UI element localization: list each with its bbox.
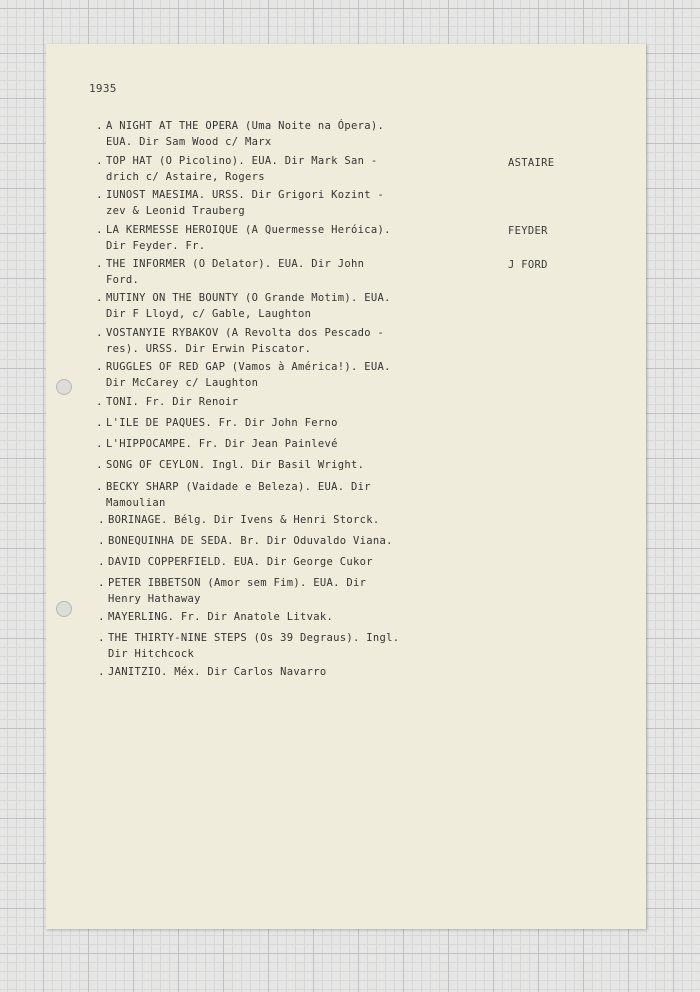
bullet: . (96, 257, 103, 270)
film-entry (98, 664, 448, 680)
entry-line-1: TOP HAT (O Picolino). EUA. Dir Mark San - (106, 155, 378, 167)
film-entry (96, 415, 446, 431)
film-entry (96, 222, 446, 254)
entry-line-1: THE INFORMER (O Delator). EUA. Dir John (106, 258, 365, 270)
bullet: . (96, 437, 103, 450)
entry-line-2: Dir F Lloyd, c/ Gable, Laughton (106, 308, 312, 320)
film-entry (96, 256, 446, 288)
film-entry (98, 533, 448, 549)
entry-line-1: PETER IBBETSON (Amor sem Fim). EUA. Dir (108, 577, 367, 589)
entry-line-2: Dir Hitchcock (108, 648, 195, 660)
bullet: . (98, 534, 105, 547)
bullet: . (96, 119, 103, 132)
entry-line-2: EUA. Dir Sam Wood c/ Marx (106, 136, 272, 148)
film-entry (96, 118, 446, 150)
bullet: . (98, 555, 105, 568)
bullet: . (96, 326, 103, 339)
film-entry (98, 630, 448, 662)
bullet: . (96, 395, 103, 408)
bullet: . (96, 416, 103, 429)
film-entry (98, 512, 448, 528)
entry-line-1: MUTINY ON THE BOUNTY (O Grande Motim). EUA. (106, 292, 391, 304)
punch-hole-bottom (56, 601, 72, 617)
entry-line-2: Dir Feyder. Fr. (106, 240, 206, 252)
film-entry (96, 436, 446, 452)
bullet: . (98, 665, 105, 678)
entry-line-2: res). URSS. Dir Erwin Piscator. (106, 343, 312, 355)
bullet: . (96, 223, 103, 236)
entry-line-1: BONEQUINHA DE SEDA. Br. Dir Oduvaldo Viana. (108, 535, 393, 547)
entry-line-2: drich c/ Astaire, Rogers (106, 171, 265, 183)
entry-line-2: Ford. (106, 274, 140, 286)
entry-line-1: LA KERMESSE HEROIQUE (A Quermesse Heróica). (106, 224, 391, 236)
entry-line-1: BORINAGE. Bélg. Dir Ivens & Henri Storck. (108, 514, 380, 526)
film-entry (96, 394, 446, 410)
entry-line-1: SONG OF CEYLON. Ingl. Dir Basil Wright. (106, 459, 365, 471)
bullet: . (96, 154, 103, 167)
entry-line-1: BECKY SHARP (Vaidade e Beleza). EUA. Dir (106, 481, 371, 493)
year-heading: 1935 (89, 82, 117, 95)
film-entry (98, 554, 448, 570)
entry-line-1: TONI. Fr. Dir Renoir (106, 396, 239, 408)
film-entry (98, 609, 448, 625)
entry-line-1: JANITZIO. Méx. Dir Carlos Navarro (108, 666, 327, 678)
punch-hole-top (56, 379, 72, 395)
entry-line-2: Mamoulian (106, 497, 166, 509)
bullet: . (96, 360, 103, 373)
film-entry (96, 457, 446, 473)
bullet: . (98, 513, 105, 526)
margin-note-ford: J FORD (508, 259, 548, 271)
bullet: . (98, 576, 105, 589)
margin-note-feyder: FEYDER (508, 225, 548, 237)
entry-line-1: DAVID COPPERFIELD. EUA. Dir George Cukor (108, 556, 373, 568)
entry-line-1: THE THIRTY-NINE STEPS (Os 39 Degraus). Ingl. (108, 632, 400, 644)
film-entry (96, 290, 446, 322)
film-entry (96, 359, 446, 391)
entry-line-2: Henry Hathaway (108, 593, 201, 605)
bullet: . (96, 458, 103, 471)
entry-line-1: VOSTANYIE RYBAKOV (A Revolta dos Pescado - (106, 327, 385, 339)
film-entry (96, 187, 446, 219)
bullet: . (98, 631, 105, 644)
margin-note-astaire: ASTAIRE (508, 157, 555, 169)
bullet: . (96, 291, 103, 304)
entry-line-2: zev & Leonid Trauberg (106, 205, 246, 217)
film-entry (96, 153, 446, 185)
bullet: . (98, 610, 105, 623)
entry-line-2: Dir McCarey c/ Laughton (106, 377, 259, 389)
entry-line-1: RUGGLES OF RED GAP (Vamos à América!). EUA. (106, 361, 391, 373)
entry-line-1: L'HIPPOCAMPE. Fr. Dir Jean Painlevé (106, 438, 338, 450)
entry-line-1: MAYERLING. Fr. Dir Anatole Litvak. (108, 611, 334, 623)
entry-line-1: IUNOST MAESIMA. URSS. Dir Grigori Kozint - (106, 189, 385, 201)
bullet: . (96, 480, 103, 493)
entry-line-1: A NIGHT AT THE OPERA (Uma Noite na Ópera). (106, 120, 385, 132)
entry-line-1: L'ILE DE PAQUES. Fr. Dir John Ferno (106, 417, 338, 429)
film-entry (96, 325, 446, 357)
typed-page (46, 44, 646, 929)
film-entry (98, 575, 448, 607)
film-entry (96, 479, 446, 511)
bullet: . (96, 188, 103, 201)
